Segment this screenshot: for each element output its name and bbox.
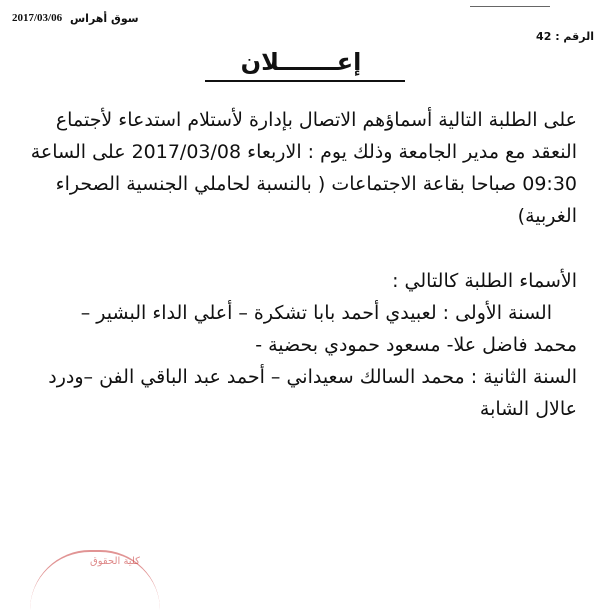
student-names-section <box>17 265 577 425</box>
stamp-text: كلية الحقوق <box>90 556 140 567</box>
document-number: الرقم : 42 <box>536 30 594 43</box>
second-year-line-2: عالال الشابة <box>479 398 577 420</box>
announcement-title: إعـــــــلان <box>240 48 362 76</box>
body-line-4: الغربية) <box>517 205 577 227</box>
body-line-3: 09:30 صباحا بقاعة الاجتماعات ( بالنسبة لحاملي الجنسية الصحراء <box>55 173 577 195</box>
document-place: سوق أهراس <box>70 12 139 25</box>
body-line-1: على الطلبة التالية أسماؤهم الاتصال بإدارة لأستلام استدعاء لأجتماع <box>55 109 577 131</box>
names-intro: الأسماء الطلبة كالتالي : <box>392 270 577 292</box>
header-rule <box>470 0 550 7</box>
document-date: 2017/03/06 <box>12 12 63 24</box>
second-year-line-1: السنة الثانية : محمد السالك سعيداني – أحمد عبد الباقي الفن –ودرد <box>48 366 577 388</box>
body-line-2: النعقد مع مدير الجامعة وذلك يوم : الاربعاء 2017/03/08 على الساعة <box>30 141 577 163</box>
announcement-body <box>17 104 577 232</box>
first-year-line-1: السنة الأولى : لعبيدي أحمد بابا تشكرة – أعلي الداء البشير – <box>80 302 552 324</box>
title-underline <box>205 80 405 82</box>
first-year-line-2: محمد فاضل علا- مسعود حمودي بحضية - <box>255 334 577 356</box>
